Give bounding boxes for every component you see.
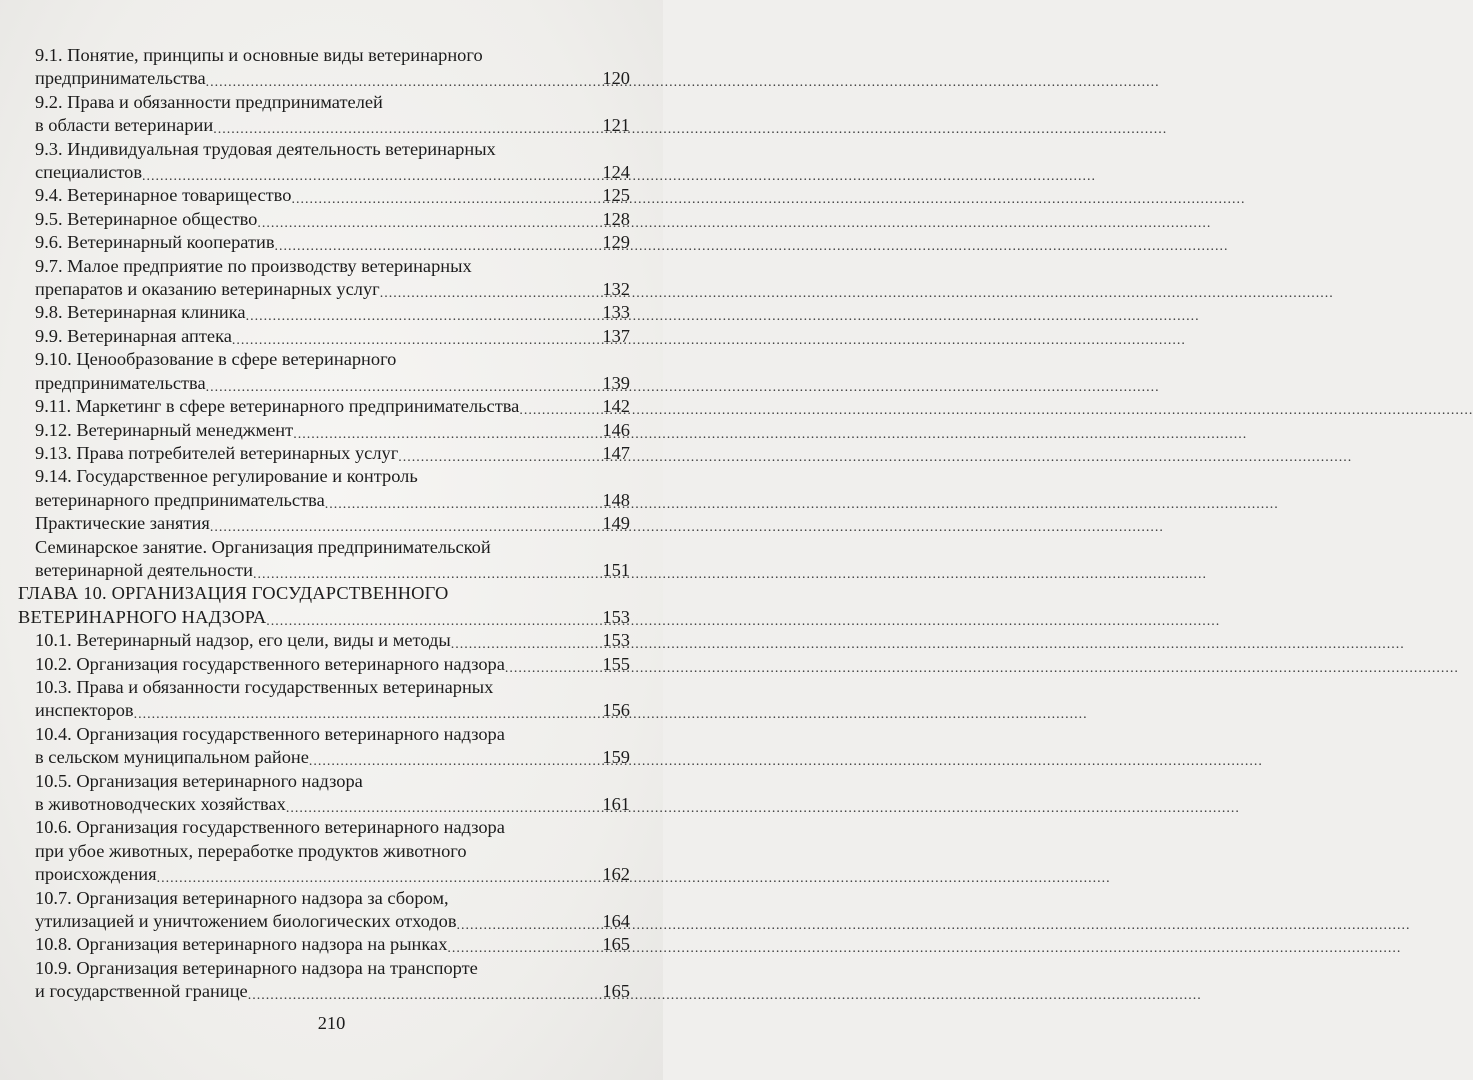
toc-entry-final-line xyxy=(35,863,630,886)
toc-entry-line: 9.12. Ветеринарный менеджмент xyxy=(35,419,294,440)
toc-entry-line: 9.7. Малое предприятие по производству ветеринарных xyxy=(35,255,472,276)
toc-chapter-entry xyxy=(18,582,630,629)
toc-page-number: 120 xyxy=(602,68,630,89)
toc-entry xyxy=(18,419,630,442)
toc-page-number: 151 xyxy=(602,559,630,580)
toc-entry-final-line xyxy=(35,208,630,231)
toc-page-number: 164 xyxy=(602,911,630,932)
dot-leader xyxy=(275,233,601,251)
dot-leader xyxy=(206,69,601,87)
toc-page-number: 124 xyxy=(602,162,630,183)
toc-entry-final-line xyxy=(35,325,630,348)
toc-entry-final-line xyxy=(35,301,630,324)
toc-entry-line: 10.5. Организация ветеринарного надзора xyxy=(35,770,363,791)
toc-entry-line: ветеринарного предпринимательства xyxy=(35,489,325,510)
toc-entry-line: в области ветеринарии xyxy=(35,115,214,136)
toc-entry-line: при убое животных, переработке продуктов животного xyxy=(35,840,467,861)
toc-entry-line: 10.4. Организация государственного ветеринарного надзора xyxy=(35,723,505,744)
toc-entry xyxy=(18,325,630,348)
dot-leader xyxy=(286,795,601,813)
toc-entry-line: инспекторов xyxy=(35,700,134,721)
toc-entry xyxy=(18,395,630,418)
toc-entry xyxy=(18,770,630,817)
toc-entry-final-line xyxy=(18,606,630,629)
dot-leader xyxy=(266,608,600,626)
toc-entry xyxy=(18,465,630,512)
toc-page-number: 142 xyxy=(602,396,630,417)
dot-leader xyxy=(380,280,601,298)
toc-entry-final-line xyxy=(35,184,630,207)
toc-entry-line: 9.13. Права потребителей ветеринарных услуг xyxy=(35,442,399,463)
toc-entry xyxy=(18,816,630,886)
toc-page-number: 147 xyxy=(602,442,630,463)
dot-leader xyxy=(398,444,600,462)
toc-page-number: 162 xyxy=(602,864,630,885)
toc-entry xyxy=(18,208,630,231)
toc-entry-line: 9.1. Понятие, принципы и основные виды ветеринарного xyxy=(35,45,483,65)
dot-leader xyxy=(134,701,601,719)
toc-entry xyxy=(18,138,630,185)
toc-entry-final-line xyxy=(35,980,630,1003)
toc-entry-line: 10.9. Организация ветеринарного надзора на транспорте xyxy=(35,957,478,978)
toc-page-number: 161 xyxy=(602,794,630,814)
toc-entry-final-line xyxy=(35,512,630,535)
toc-entry-final-line xyxy=(35,395,630,418)
toc-entry-final-line xyxy=(35,933,630,956)
toc-page-number: 165 xyxy=(602,934,630,955)
toc-page-number: 121 xyxy=(602,115,630,136)
toc-entry-final-line xyxy=(35,442,630,465)
toc-entry-line: 10.6. Организация государственного ветеринарного надзора xyxy=(35,817,505,838)
toc-entry-line: 9.3. Индивидуальная трудовая деятельность ветеринарных xyxy=(35,138,496,159)
toc-entry-line: 10.2. Организация государственного ветеринарного надзора xyxy=(35,653,505,674)
toc-page-number: 137 xyxy=(602,325,630,346)
book-page xyxy=(0,0,663,1080)
toc-entry-line: предпринимательства xyxy=(35,68,206,89)
toc-entry-line: 9.14. Государственное регулирование и контроль xyxy=(35,466,418,487)
dot-leader xyxy=(142,163,600,181)
toc-page-number: 153 xyxy=(602,606,630,627)
toc-page-number: 129 xyxy=(602,232,630,253)
toc-entry xyxy=(18,184,630,207)
toc-page-number: 146 xyxy=(602,419,630,440)
toc-entry-final-line xyxy=(35,629,630,652)
toc-entry xyxy=(18,348,630,395)
toc-entry xyxy=(18,653,630,676)
toc-entry-line: 9.6. Ветеринарный кооператив xyxy=(35,232,275,253)
dot-leader xyxy=(253,561,600,579)
dot-leader xyxy=(447,935,600,953)
toc-page-number: 153 xyxy=(602,630,630,651)
toc-entry xyxy=(18,933,630,956)
toc-entry-line: 10.3. Права и обязанности государственных ветеринарных xyxy=(35,676,494,697)
toc-entry xyxy=(18,629,630,652)
toc-entry-line: в животноводческих хозяйствах xyxy=(35,794,286,814)
toc-entry-line: препаратов и оказанию ветеринарных услуг xyxy=(35,279,380,300)
toc-page-number: 128 xyxy=(602,208,630,229)
toc-entry-line: 9.4. Ветеринарное товарищество xyxy=(35,185,292,206)
toc-entry-line: 10.8. Организация ветеринарного надзора на рынках xyxy=(35,934,448,955)
toc-page-number: 165 xyxy=(602,981,630,1002)
toc-entry-final-line xyxy=(35,699,630,722)
dot-leader xyxy=(232,327,601,345)
toc-page-number: 133 xyxy=(602,302,630,323)
toc-entry-final-line xyxy=(35,419,630,442)
dot-leader xyxy=(157,865,601,883)
toc-entry xyxy=(18,44,630,91)
toc-entry-final-line xyxy=(35,489,630,512)
dot-leader xyxy=(325,491,601,509)
toc-entry-final-line xyxy=(35,231,630,254)
toc-entry xyxy=(18,676,630,723)
toc-entry-line: 9.8. Ветеринарная клиника xyxy=(35,302,246,323)
dot-leader xyxy=(457,912,601,930)
dot-leader xyxy=(519,397,600,415)
dot-leader xyxy=(213,116,600,134)
toc-entry-final-line xyxy=(35,114,630,137)
toc-entry-line: 10.7. Организация ветеринарного надзора за сбором, xyxy=(35,887,449,908)
dot-leader xyxy=(291,186,600,204)
toc-entry-line: в сельском муниципальном районе xyxy=(35,747,309,768)
dot-leader xyxy=(206,374,601,392)
dot-leader xyxy=(246,303,601,321)
toc-entry xyxy=(18,255,630,302)
toc-page-number: 132 xyxy=(602,279,630,300)
toc-entry-line: Практические занятия xyxy=(35,513,210,534)
dot-leader xyxy=(293,421,600,439)
dot-leader xyxy=(451,631,601,649)
dot-leader xyxy=(248,982,601,1000)
toc-entry-line: 9.5. Ветеринарное общество xyxy=(35,208,258,229)
toc-entry-line: ВЕТЕРИНАРНОГО НАДЗОРА xyxy=(18,606,267,627)
toc-entry xyxy=(18,512,630,535)
toc-entry-final-line xyxy=(35,559,630,582)
toc-entry-final-line xyxy=(35,67,630,90)
dot-leader xyxy=(309,748,601,766)
table-of-contents xyxy=(18,44,630,1004)
toc-entry xyxy=(18,301,630,324)
toc-entry-final-line xyxy=(35,653,630,676)
toc-page-number: 125 xyxy=(602,185,630,206)
toc-page-number: 156 xyxy=(602,700,630,721)
toc-entry-line: происхождения xyxy=(35,864,157,885)
toc-entry-line: ветеринарной деятельности xyxy=(35,559,253,580)
toc-page-number: 149 xyxy=(602,513,630,534)
toc-entry-line: 9.11. Маркетинг в сфере ветеринарного предпринимательства xyxy=(35,396,520,417)
toc-entry xyxy=(18,723,630,770)
toc-entry-final-line xyxy=(35,278,630,301)
toc-entry xyxy=(18,231,630,254)
toc-page-number: 159 xyxy=(602,747,630,768)
toc-entry xyxy=(18,442,630,465)
toc-entry xyxy=(18,957,630,1004)
dot-leader xyxy=(210,514,601,532)
toc-entry-line: и государственной границе xyxy=(35,981,248,1002)
toc-entry-line: утилизацией и уничтожением биологических отходов xyxy=(35,911,457,932)
toc-entry-line: предпринимательства xyxy=(35,372,206,393)
toc-entry-line: ГЛАВА 10. ОРГАНИЗАЦИЯ ГОСУДАРСТВЕННОГО xyxy=(18,583,449,604)
toc-entry-final-line xyxy=(35,793,630,816)
toc-page-number: 148 xyxy=(602,489,630,510)
dot-leader xyxy=(257,210,600,228)
toc-entry xyxy=(18,91,630,138)
toc-entry xyxy=(18,887,630,934)
toc-page-number: 139 xyxy=(602,372,630,393)
toc-entry-line: 10.1. Ветеринарный надзор, его цели, виды и методы xyxy=(35,630,451,651)
page-number: 210 xyxy=(317,1013,346,1033)
toc-entry-final-line xyxy=(35,161,630,184)
toc-entry-line: специалистов xyxy=(35,162,143,183)
toc-entry-line: 9.10. Ценообразование в сфере ветеринарного xyxy=(35,349,397,370)
toc-entry-final-line xyxy=(35,746,630,769)
toc-entry xyxy=(18,536,630,583)
dot-leader xyxy=(505,655,601,673)
toc-entry-final-line xyxy=(35,910,630,933)
toc-entry-line: 9.2. Права и обязанности предпринимателей xyxy=(35,91,383,112)
toc-entry-final-line xyxy=(35,372,630,395)
toc-entry-line: Семинарское занятие. Организация предпринимательской xyxy=(35,536,491,557)
toc-entry-line: 9.9. Ветеринарная аптека xyxy=(35,325,232,346)
toc-page-number: 155 xyxy=(602,653,630,674)
